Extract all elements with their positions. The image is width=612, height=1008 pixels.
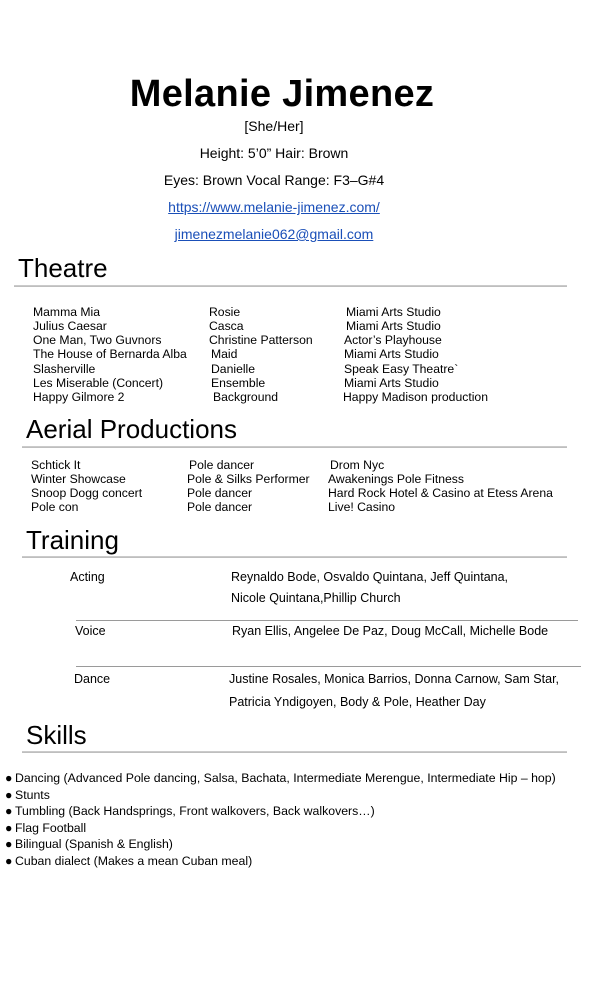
- section-heading-training: Training: [26, 525, 119, 555]
- credit-role: Pole dancer: [187, 500, 253, 514]
- credit-show: Winter Showcase: [31, 472, 126, 486]
- training-divider: [76, 666, 581, 667]
- section-divider: [14, 285, 567, 287]
- credit-role: Christine Patterson: [209, 333, 313, 347]
- credit-venue: Miami Arts Studio: [344, 347, 439, 361]
- credit-venue: Actor’s Playhouse: [344, 333, 442, 347]
- skills-list: [5, 770, 556, 870]
- training-teachers: Nicole Quintana,Phillip Church: [231, 591, 401, 605]
- credit-role: Ensemble: [211, 376, 266, 390]
- list-item: [5, 770, 556, 787]
- credit-show: Happy Gilmore 2: [33, 390, 125, 404]
- email-link-wrap: [0, 226, 548, 242]
- height-hair: Height: 5’0” Hair: Brown: [199, 145, 349, 161]
- credit-show: Pole con: [31, 500, 79, 514]
- bullet-icon: ●: [5, 804, 13, 819]
- credit-venue: Miami Arts Studio: [344, 376, 439, 390]
- credit-venue: Speak Easy Theatre`: [344, 362, 459, 376]
- credit-role: Danielle: [211, 362, 256, 376]
- credit-venue: Happy Madison production: [343, 390, 488, 404]
- credit-venue: Miami Arts Studio: [346, 305, 441, 319]
- training-teachers: Patricia Yndigoyen, Body & Pole, Heather Day: [229, 695, 486, 709]
- credit-role: Rosie: [209, 305, 241, 319]
- credit-venue: Miami Arts Studio: [346, 319, 441, 333]
- section-divider: [22, 556, 567, 558]
- list-item: [5, 803, 556, 820]
- section-heading-theatre: Theatre: [18, 253, 108, 283]
- training-divider: [76, 620, 578, 621]
- bullet-icon: ●: [5, 853, 13, 868]
- credit-show: Les Miserable (Concert): [33, 376, 164, 390]
- bullet-icon: ●: [5, 820, 13, 835]
- training-teachers: Reynaldo Bode, Osvaldo Quintana, Jeff Quintana,: [231, 570, 509, 584]
- credit-role: Casca: [209, 319, 244, 333]
- skill-text: Stunts: [15, 787, 50, 802]
- resume-name: Melanie Jimenez: [129, 73, 435, 115]
- credit-role: Background: [213, 390, 279, 404]
- credit-venue: Live! Casino: [328, 500, 396, 514]
- skill-text: Cuban dialect (Makes a mean Cuban meal): [15, 853, 253, 868]
- credit-venue: Awakenings Pole Fitness: [328, 472, 464, 486]
- skill-text: Bilingual (Spanish & English): [15, 837, 173, 852]
- list-item: [5, 853, 556, 870]
- section-divider: [22, 751, 567, 753]
- skill-text: Tumbling (Back Handsprings, Front walkovers, Back walkovers…): [15, 804, 375, 819]
- credit-show: Snoop Dogg concert: [31, 486, 143, 500]
- skill-text: Flag Football: [15, 820, 87, 835]
- list-item: [5, 820, 556, 837]
- credit-show: Mamma Mia: [33, 305, 101, 319]
- credit-role: Maid: [211, 347, 238, 361]
- credit-role: Pole & Silks Performer: [187, 472, 310, 486]
- training-teachers: Ryan Ellis, Angelee De Paz, Doug McCall, Michelle Bode: [232, 624, 549, 638]
- credit-show: One Man, Two Guvnors: [33, 333, 162, 347]
- training-teachers: Justine Rosales, Monica Barrios, Donna Carnow, Sam Star,: [229, 672, 560, 686]
- credit-venue: Drom Nyc: [330, 458, 385, 472]
- section-heading-aerial: Aerial Productions: [26, 414, 237, 444]
- bullet-icon: ●: [5, 787, 13, 802]
- training-label-voice: Voice: [75, 624, 106, 638]
- training-label-dance: Dance: [74, 672, 111, 686]
- website-link[interactable]: https://www.melanie-jimenez.com/: [168, 199, 380, 215]
- email-link[interactable]: jimenezmelanie062@gmail.com: [174, 226, 374, 242]
- training-label-acting: Acting: [70, 570, 105, 584]
- section-heading-skills: Skills: [26, 720, 87, 750]
- credit-show: Schtick It: [31, 458, 81, 472]
- skill-text: Dancing (Advanced Pole dancing, Salsa, Bachata, Intermediate Merengue, Intermediate Hip – hop): [15, 771, 556, 785]
- pronouns: [She/Her]: [244, 118, 304, 134]
- credit-show: Julius Caesar: [33, 319, 107, 333]
- credit-venue: Hard Rock Hotel & Casino at Etess Arena: [328, 486, 553, 500]
- bullet-icon: ●: [5, 837, 13, 852]
- credit-show: Slasherville: [33, 362, 96, 376]
- bullet-icon: ●: [5, 771, 13, 785]
- list-item: [5, 787, 556, 804]
- list-item: [5, 836, 556, 853]
- section-divider: [22, 446, 567, 448]
- credit-role: Pole dancer: [189, 458, 255, 472]
- eyes-vocal-range: Eyes: Brown Vocal Range: F3–G#4: [163, 172, 385, 188]
- credit-role: Pole dancer: [187, 486, 253, 500]
- website-link-wrap: [0, 199, 548, 215]
- credit-show: The House of Bernarda Alba: [33, 347, 187, 361]
